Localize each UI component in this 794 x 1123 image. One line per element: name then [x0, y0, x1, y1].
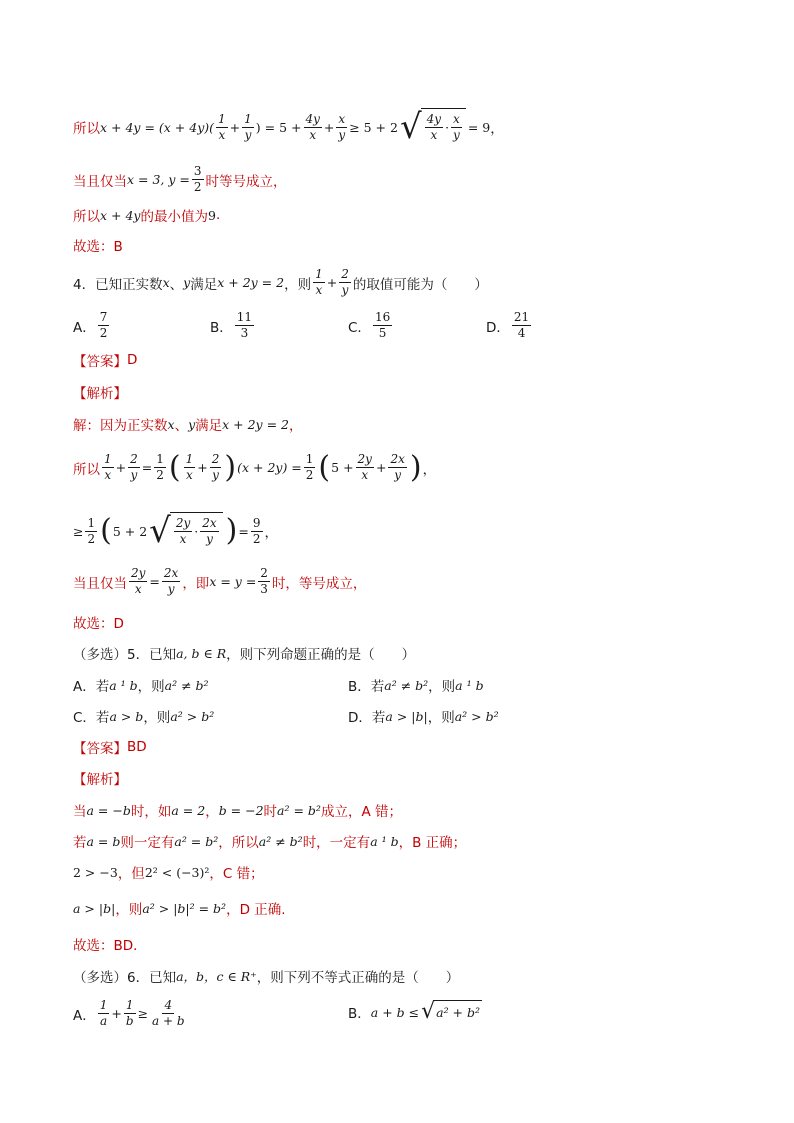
square-root: √ a² + b² — [421, 999, 481, 1024]
option-a[interactable]: A． $\frac{7}{2}$ — [73, 310, 108, 340]
square-root: √ $\frac{2y}{x}$ · $\frac{2x}{y}$ — [149, 512, 222, 550]
solution-line: 所以 $\frac{1}{x}$ + $\frac{2}{y}$ = $\frac{1}{2}$ ( $\frac{1}{x}$ + $\frac{2}{y}$ ) (x + 2y) = $\frac{1}{2}$ ( 5 + $\frac{2y}{x}$ + $\frac{2x}{y}$ ) ， — [73, 449, 437, 485]
math: x + 4y = (x + 4y)( — [100, 119, 215, 135]
math: ) = 5 + — [255, 119, 302, 135]
fraction: $\frac{7}{2}$ — [99, 310, 108, 340]
option-b[interactable]: B． a + b ≤ √ a² + b² — [348, 999, 481, 1024]
answer-choice-line: 故选：BD． — [73, 938, 147, 954]
text: 所以 — [73, 121, 100, 137]
fraction: $\frac{1}{x}$ — [218, 111, 226, 142]
analysis-heading: 【解析】 — [73, 386, 127, 402]
fraction: $\frac{16}{5}$ — [374, 310, 391, 340]
math: = 9 — [467, 119, 491, 135]
solution-line-1: 所以 x + 4y = (x + 4y)( $\frac{1}{x}$ + $\frac{1}{y}$ ) = 5 + $\frac{4y}{x}$ + $\frac{x}{y}$ ≥ 5 + 2 √ $\frac{4y}{x}$ · $\frac{x}{y}$ = 9 ， — [73, 107, 504, 147]
fraction: $\frac{2}{y}$ — [341, 267, 349, 297]
solution-line: 2 > −3 ，但 2² < (−3)² ，C 错； — [73, 864, 264, 882]
question-6: （多选） 6．已知 a，b，c ∈ R⁺ ，则下列不等式正确的是（ ） — [73, 969, 460, 986]
math: x = 3, y = — [127, 172, 190, 187]
analysis-heading: 【解析】 — [73, 772, 127, 788]
option-d[interactable]: D．若 a > |b| ，则 a² > b² — [348, 708, 499, 726]
fraction: $\frac{1}{y}$ — [244, 111, 252, 142]
answer-line: 【答案】 BD — [73, 739, 147, 757]
question-5: （多选） 5．已知 a, b ∈ R ，则下列命题正确的是（ ） — [73, 645, 416, 663]
fraction: $\frac{3}{2}$ — [193, 164, 202, 194]
square-root: √ $\frac{4y}{x}$ · $\frac{x}{y}$ — [400, 108, 466, 146]
answer-choice-line: 故选：B — [73, 239, 123, 255]
solution-line: 当 a = −b 时，如 a = 2 ， b = −2 时 a² = b² 成立，A 错； — [73, 802, 402, 820]
answer-line: 【答案】 D — [73, 352, 138, 370]
option-b[interactable]: B．若 a² ≠ b² ，则 a ¹ b — [348, 677, 484, 695]
option-b[interactable]: B． $\frac{11}{3}$ — [210, 310, 253, 340]
math: ≥ 5 + 2 — [349, 119, 398, 135]
solution-line: 当且仅当 $\frac{2y}{x}$ = $\frac{2x}{y}$ ，即 x = y = $\frac{2}{3}$ 时，等号成立， — [73, 566, 367, 596]
question-4: 4．已知正实数 x 、 y 满足 x + 2y = 2 ，则 $\frac{1}{x}$ + $\frac{2}{y}$ 的取值可能为（ ） — [73, 267, 488, 297]
fraction: $\frac{4y}{x}$ — [305, 111, 320, 142]
fraction: $\frac{21}{4}$ — [513, 310, 530, 340]
option-c[interactable]: C． $\frac{16}{5}$ — [348, 310, 391, 340]
solution-line-3: 所以 x + 4y 的最小值为 9 . — [73, 207, 221, 225]
answer-choice-line: 故选：D — [73, 616, 124, 632]
solution-line-2: 当且仅当 x = 3, y = $\frac{3}{2}$ 时等号成立， — [73, 164, 287, 194]
solution-line: 解：因为正实数 x 、 y 满足 x + 2y = 2 ， — [73, 416, 303, 434]
solution-line: 若 a = b 则一定有 a² = b² ，所以 a² ≠ b² 时，一定有 a ¹ b ，B 正确； — [73, 833, 467, 851]
option-a[interactable]: A． $\frac{1}{a}$ + $\frac{1}{b}$ ≥ $\frac{4}{a + b}$ — [73, 998, 185, 1028]
fraction: $\frac{11}{3}$ — [236, 310, 253, 340]
fraction: $\frac{1}{x}$ — [315, 267, 323, 297]
solution-line: a > |b| ，则 a² > |b|² = b² ，D 正确. — [73, 900, 286, 918]
fraction: $\frac{x}{y}$ — [338, 111, 346, 142]
solution-line: ≥ $\frac{1}{2}$ ( 5 + 2 √ $\frac{2y}{x}$ · $\frac{2x}{y}$ ) = $\frac{9}{2}$ ， — [73, 511, 278, 551]
option-c[interactable]: C．若 a > b ，则 a² > b² — [73, 708, 215, 726]
option-a[interactable]: A．若 a ¹ b ，则 a² ≠ b² — [73, 677, 209, 695]
option-d[interactable]: D． $\frac{21}{4}$ — [486, 310, 530, 340]
